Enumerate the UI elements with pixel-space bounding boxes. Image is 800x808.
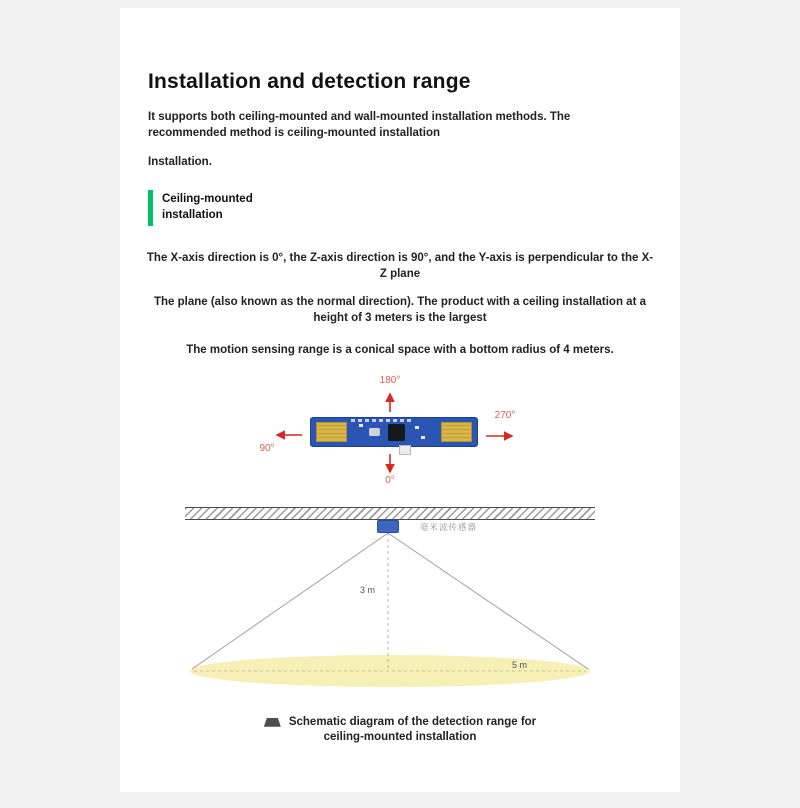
section-label [162, 192, 253, 223]
caption-line2: ceiling-mounted installation [323, 731, 477, 744]
axis-description-paragraph: The X-axis direction is 0°, the Z-axis direction is 90°, and the Y-axis is perpendicular to the X-Z plane [146, 251, 654, 280]
projector-icon [264, 718, 281, 727]
angle-label-270: 270° [494, 410, 516, 422]
pcb-connector [399, 445, 411, 455]
ceiling-mounted-sensor [377, 520, 399, 533]
angle-label-180: 180° [379, 375, 401, 387]
sensing-range-paragraph: The motion sensing range is a conical space with a bottom radius of 4 meters. [186, 344, 614, 357]
intro-paragraph: It supports both ceiling-mounted and wall-mounted installation methods. The recommended method is ceiling-mounted installation [148, 111, 571, 139]
radius-measurement-label: 5 m [512, 660, 528, 671]
smd-component [359, 424, 363, 427]
radar-sensor-pcb [310, 417, 478, 447]
installation-diagram [120, 372, 680, 712]
radar-chip [388, 424, 405, 441]
crystal-component [369, 428, 380, 436]
green-accent-bar [148, 190, 153, 226]
smd-component [421, 436, 425, 439]
page-title: Installation and detection range [148, 70, 471, 93]
cone-right-line [388, 533, 588, 669]
antenna-patch-right [441, 422, 472, 442]
ceiling-hatched-bar [185, 507, 595, 520]
section-label-line2: installation [162, 208, 223, 221]
silkscreen-marks [351, 419, 411, 422]
sensor-chinese-label: 毫米波传感器 [420, 522, 478, 533]
plane-description-paragraph: The plane (also known as the normal direction). The product with a ceiling installation at a height of 3 meters is the largest [153, 295, 646, 324]
caption-line1: Schematic diagram of the detection range for [288, 716, 537, 729]
cone-left-line [192, 533, 388, 669]
intro-continued: Installation. [148, 155, 212, 168]
height-measurement-label: 3 m [360, 585, 376, 596]
figure-caption [120, 716, 680, 743]
section-label-line1: Ceiling-mounted [162, 193, 253, 206]
section-heading [148, 190, 680, 226]
angle-label-0: 0° [385, 475, 395, 487]
antenna-patch-left [316, 422, 347, 442]
angle-label-90: 90° [259, 443, 275, 455]
content-panel [120, 8, 680, 792]
smd-component [415, 426, 419, 429]
